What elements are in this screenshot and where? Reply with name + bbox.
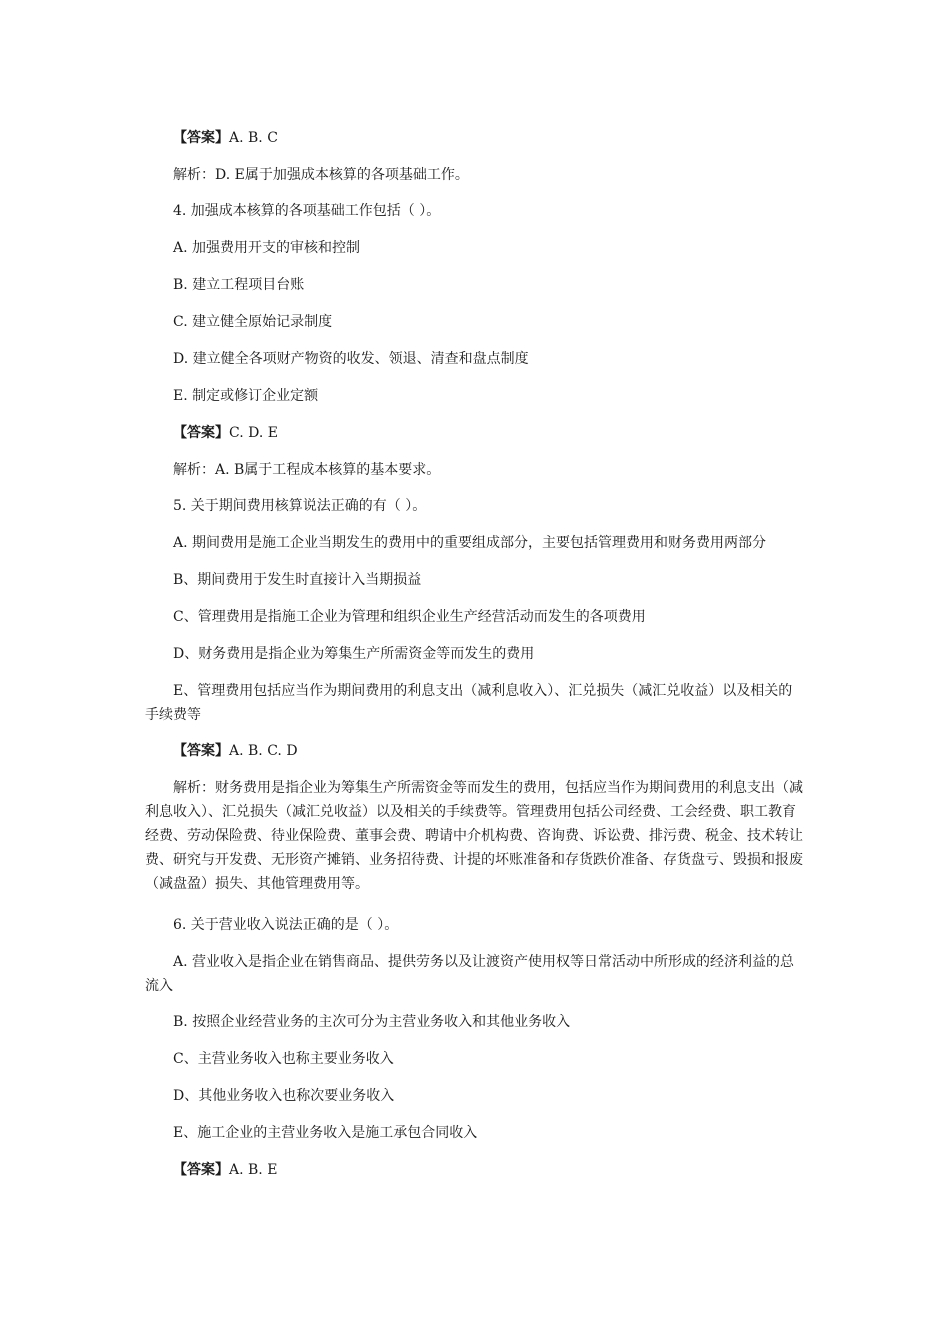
answer-value: A. B. E — [229, 1162, 278, 1178]
answer-value: C. D. E — [229, 425, 278, 441]
option-d: D、财务费用是指企业为筹集生产所需资金等而发生的费用 — [173, 646, 535, 662]
answer-tag: 【答案】 — [173, 425, 229, 441]
answer-line — [173, 739, 298, 763]
option-a: A. 营业收入是指企业在销售商品、提供劳务以及让渡资产使用权等日常活动中所形成的经济利益的总流入 — [145, 954, 795, 994]
answer-tag: 【答案】 — [173, 1162, 229, 1178]
answer-value: A. B. C. D — [229, 743, 298, 759]
option-e: E、管理费用包括应当作为期间费用的利息支出（减利息收入）、汇兑损失（减汇兑收益）以及相关的手续费等 — [145, 683, 793, 723]
option-c: C、管理费用是指施工企业为管理和组织企业生产经营活动而发生的各项费用 — [173, 609, 646, 625]
option-b: B、期间费用于发生时直接计入当期损益 — [173, 572, 422, 588]
option-b: B. 建立工程项目台账 — [173, 277, 305, 293]
option-c: C. 建立健全原始记录制度 — [173, 314, 333, 330]
answer-tag: 【答案】 — [173, 743, 229, 759]
option-b: B. 按照企业经营业务的主次可分为主营业务收入和其他业务收入 — [173, 1014, 571, 1030]
question-4: 4. 加强成本核算的各项基础工作包括（ ）。 — [173, 203, 441, 219]
answer-line — [173, 126, 278, 150]
option-c: C、主营业务收入也称主要业务收入 — [173, 1051, 394, 1067]
option-a: A. 期间费用是施工企业当期发生的费用中的重要组成部分，主要包括管理费用和财务费用两部分 — [173, 535, 767, 551]
option-e: E、施工企业的主营业务收入是施工承包合同收入 — [173, 1125, 478, 1141]
option-d: D. 建立健全各项财产物资的收发、领退、清查和盘点制度 — [173, 351, 529, 367]
answer-tag: 【答案】 — [173, 130, 229, 146]
analysis-text: 解析：D. E属于加强成本核算的各项基础工作。 — [173, 167, 469, 183]
option-d: D、其他业务收入也称次要业务收入 — [173, 1088, 395, 1104]
answer-value: A. B. C — [229, 130, 278, 146]
option-e: E. 制定或修订企业定额 — [173, 388, 319, 404]
option-a: A. 加强费用开支的审核和控制 — [173, 240, 361, 256]
answer-line — [173, 1158, 277, 1182]
question-5: 5. 关于期间费用核算说法正确的有（ ）。 — [173, 498, 427, 514]
analysis-text: 解析：A. B属于工程成本核算的基本要求。 — [173, 462, 441, 478]
question-6: 6. 关于营业收入说法正确的是（ ）。 — [173, 917, 399, 933]
answer-line — [173, 421, 278, 445]
analysis-text: 解析：财务费用是指企业为筹集生产所需资金等而发生的费用，包括应当作为期间费用的利息支出（减利息收入）、汇兑损失（减汇兑收益）以及相关的手续费等。管理费用包括公司经费、工会经费、职工教育经费、劳动保险费、待业保险费、董事会费、聘请中介机构费、咨询费、诉讼费、排污费、税金、技术转让费、研究与开发费、无形资产摊销、业务招待费、计提的坏账准备和存货跌价准备、存货盘亏、毁损和报废（减盘盈）损失、其他管理费用等。 — [145, 780, 803, 892]
